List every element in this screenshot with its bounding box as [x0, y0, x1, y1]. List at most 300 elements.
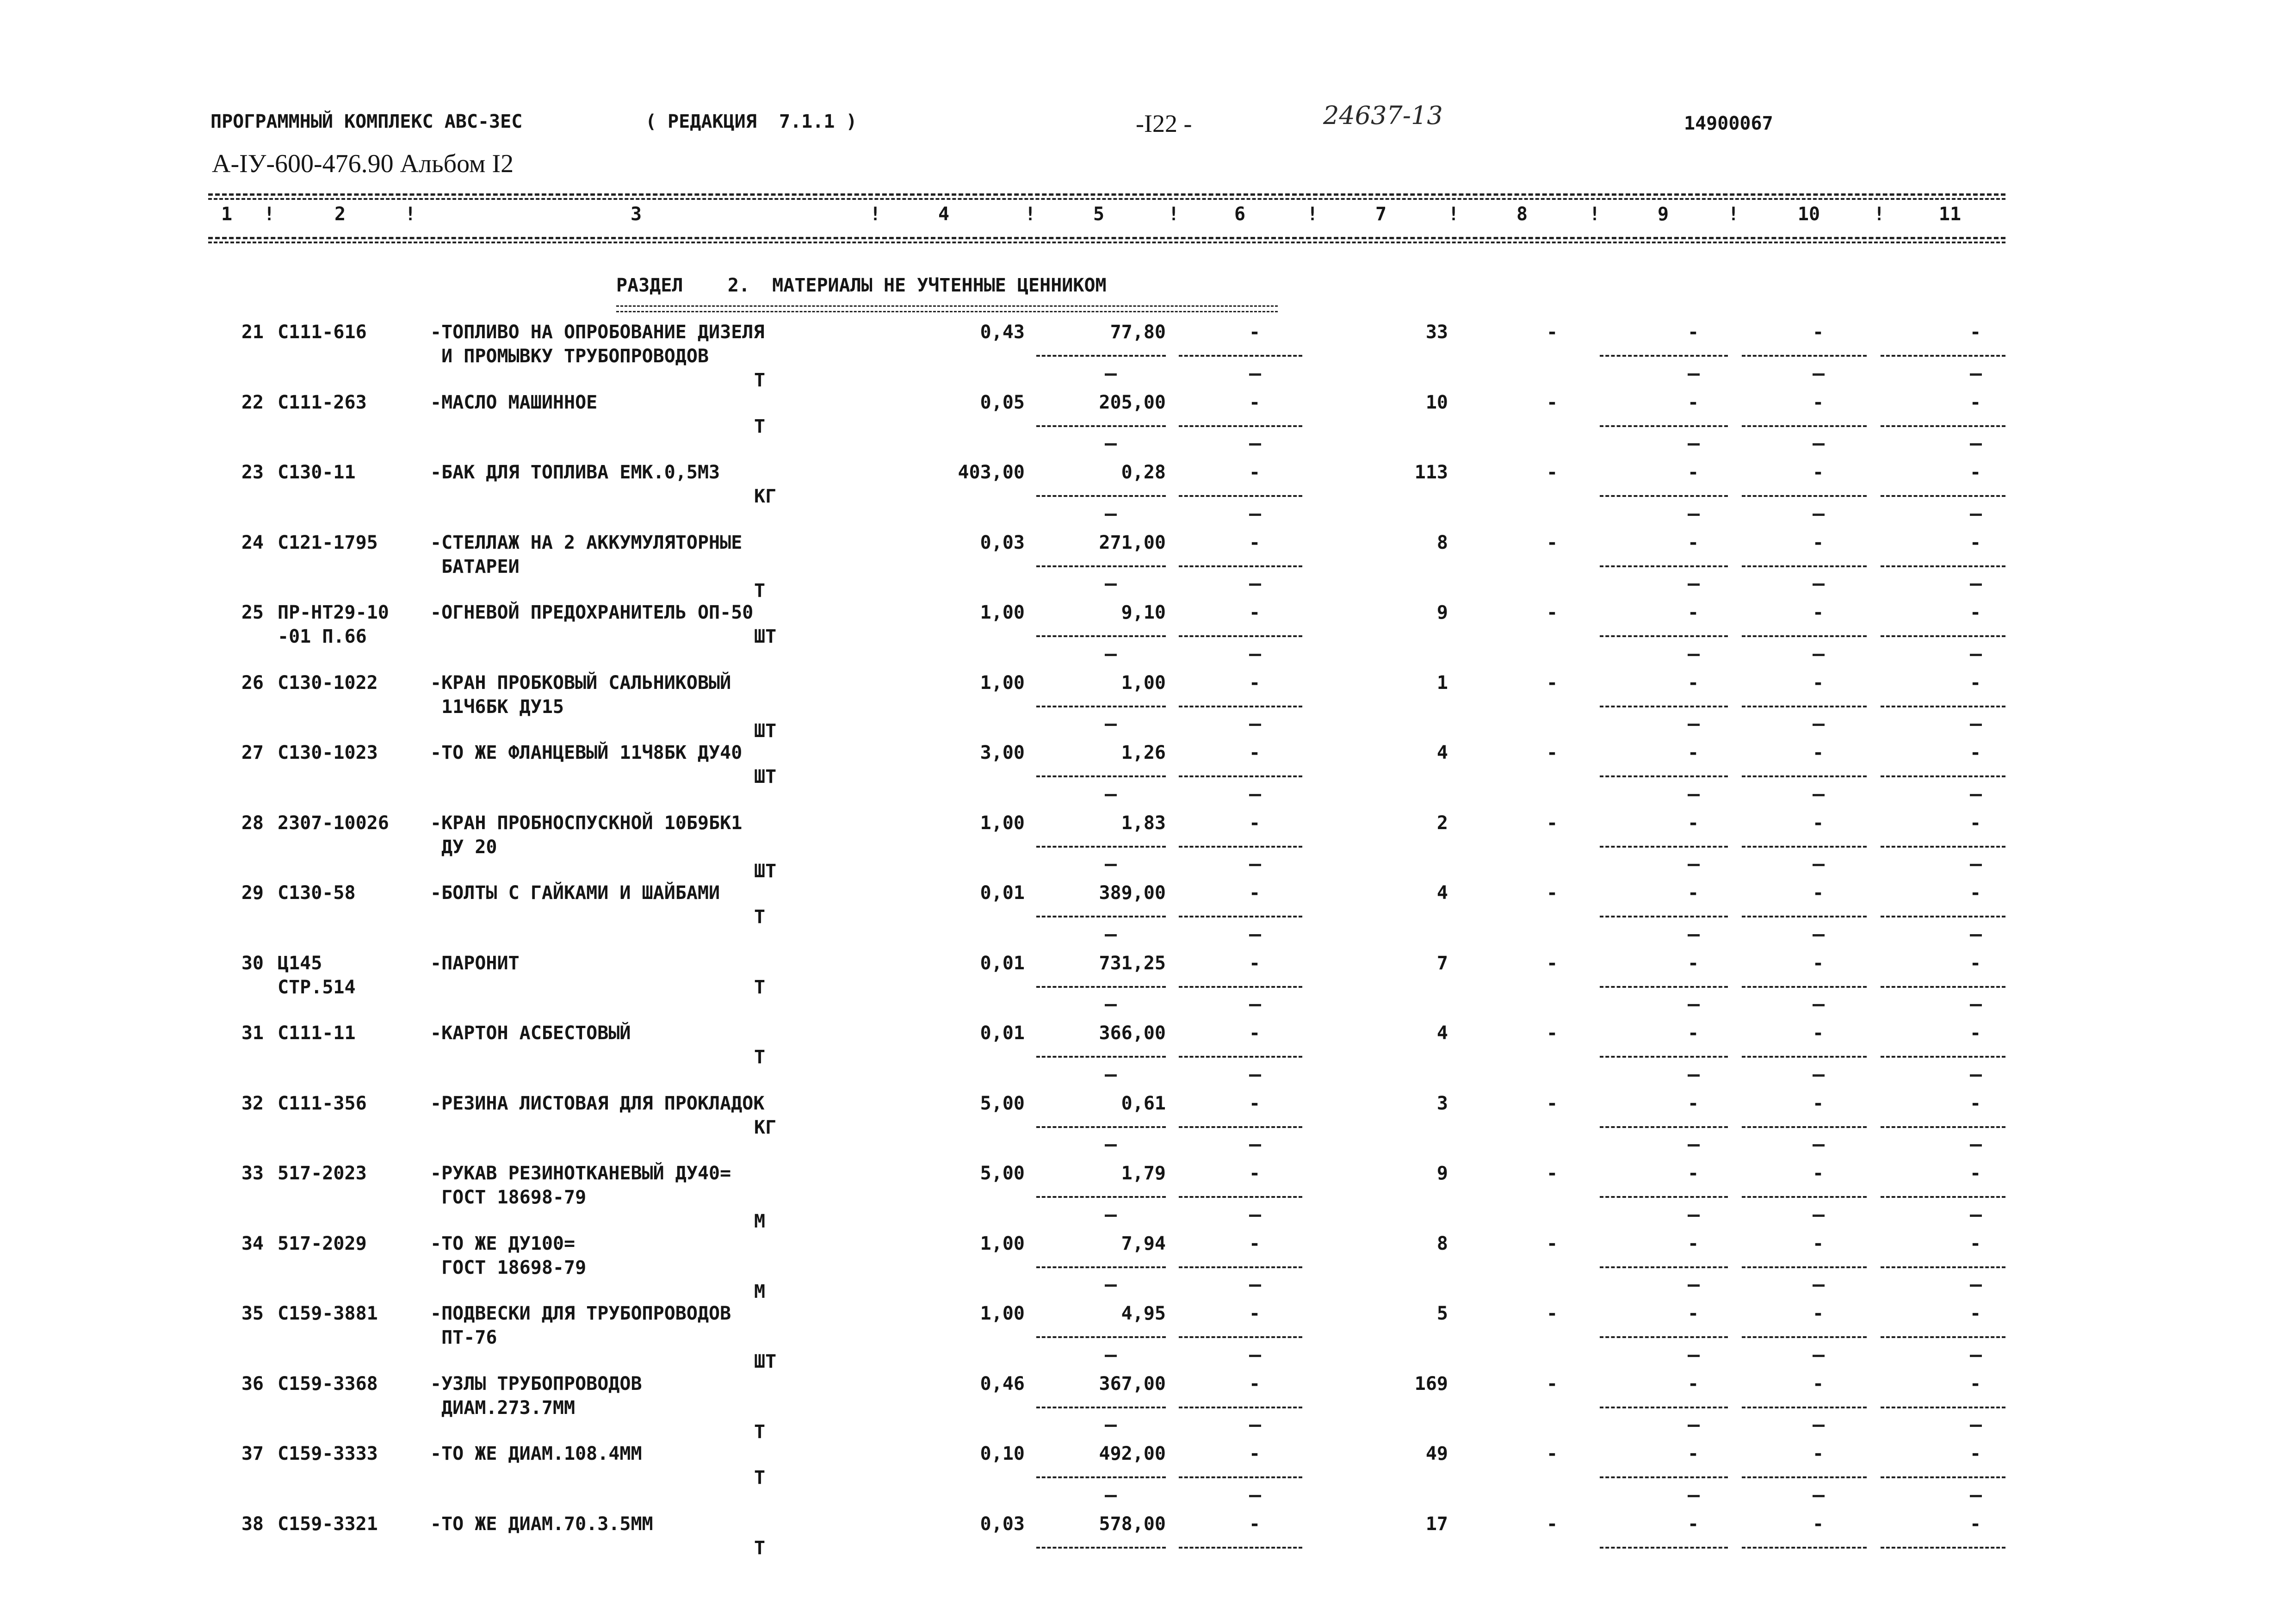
row-underline — [1600, 635, 1728, 637]
row-dash-mark: - — [1249, 672, 1261, 694]
row-sub-dash — [1249, 934, 1261, 936]
row-number: 25 — [241, 602, 264, 623]
row-code: СТР.514 — [278, 976, 356, 998]
row-underline — [1742, 706, 1867, 707]
row-code: С130-1023 — [278, 742, 378, 763]
row-sub-dash — [1970, 443, 1982, 446]
row-sub-dash — [1813, 583, 1825, 586]
row-sub-dash — [1249, 1144, 1261, 1147]
row-number: 34 — [241, 1233, 264, 1254]
row-underline — [1881, 916, 2005, 917]
row-dash-mark: - — [1249, 322, 1261, 343]
row-unit: М — [754, 1211, 766, 1232]
row-sub-dash — [1813, 1144, 1825, 1147]
row-col7: 169 — [1414, 1373, 1448, 1395]
row-unit: ШТ — [754, 766, 777, 787]
row-name: -БАК ДЛЯ ТОПЛИВА ЕМК.0,5М3 — [430, 462, 720, 483]
column-header-11: 11 — [1938, 204, 1962, 225]
row-dash-mark: - — [1547, 1443, 1558, 1464]
row-dash-mark: - — [1249, 1513, 1261, 1535]
row-underline — [1179, 775, 1302, 777]
row-dash-mark: - — [1249, 742, 1261, 763]
row-dash-mark: - — [1813, 1303, 1824, 1324]
row-col7: 8 — [1436, 1233, 1448, 1254]
row-name: ГОСТ 18698-79 — [430, 1187, 587, 1208]
row-underline — [1036, 706, 1166, 707]
row-col7: 4 — [1436, 882, 1448, 904]
column-separator: ! — [870, 204, 881, 225]
row-sub-dash — [1105, 373, 1117, 376]
column-separator: ! — [1589, 204, 1601, 225]
row-name: -ТОПЛИВО НА ОПРОБОВАНИЕ ДИЗЕЛЯ — [430, 322, 765, 343]
row-quantity: 0,01 — [980, 1023, 1025, 1044]
row-code: 2307-10026 — [278, 812, 389, 834]
row-sub-dash — [1105, 1144, 1117, 1147]
row-underline — [1742, 986, 1867, 988]
row-dash-mark: - — [1813, 1443, 1824, 1464]
row-code: -01 П.66 — [278, 626, 367, 647]
row-quantity: 0,01 — [980, 952, 1025, 974]
row-unit: ШТ — [754, 626, 777, 647]
row-underline — [1179, 1547, 1302, 1549]
row-sub-dash — [1688, 443, 1700, 446]
row-underline — [1036, 1196, 1166, 1198]
row-dash-mark: - — [1688, 1513, 1699, 1535]
row-sub-dash — [1688, 1284, 1700, 1287]
row-underline — [1036, 1407, 1166, 1408]
row-dash-mark: - — [1249, 532, 1261, 553]
row-name: -ТО ЖЕ ДУ100= — [430, 1233, 576, 1254]
row-underline — [1036, 1336, 1166, 1338]
row-sub-dash — [1970, 934, 1982, 936]
row-code: С159-3321 — [278, 1513, 378, 1535]
row-sub-dash — [1249, 1004, 1261, 1006]
row-code: 517-2023 — [278, 1163, 367, 1184]
doc-number: 14900067 — [1684, 113, 1773, 134]
page-number: -I22 - — [1136, 110, 1192, 137]
row-col7: 1 — [1436, 672, 1448, 694]
row-sub-dash — [1688, 1495, 1700, 1497]
column-separator: ! — [1728, 204, 1739, 225]
row-name: -ТО ЖЕ ФЛАНЦЕВЫЙ 11Ч8БК ДУ40 — [430, 742, 743, 763]
row-dash-mark: - — [1813, 391, 1824, 413]
row-unit-price: 578,00 — [1099, 1513, 1166, 1535]
row-unit: Т — [754, 1537, 766, 1559]
row-sub-dash — [1813, 1284, 1825, 1287]
row-underline — [1179, 706, 1302, 707]
row-underline — [1036, 1266, 1166, 1268]
row-underline — [1036, 775, 1166, 777]
row-name: -РУКАВ РЕЗИНОТКАНЕВЫЙ ДУ40= — [430, 1163, 731, 1184]
row-dash-mark: - — [1547, 462, 1558, 483]
row-unit: Т — [754, 906, 766, 928]
row-underline — [1742, 495, 1867, 497]
row-underline — [1742, 635, 1867, 637]
row-underline — [1742, 425, 1867, 427]
row-dash-mark: - — [1970, 742, 1981, 763]
row-number: 24 — [241, 532, 264, 553]
row-underline — [1881, 986, 2005, 988]
row-sub-dash — [1105, 1355, 1117, 1357]
row-sub-dash — [1970, 583, 1982, 586]
row-dash-mark: - — [1688, 742, 1699, 763]
row-underline — [1036, 495, 1166, 497]
row-unit: ШТ — [754, 720, 777, 742]
row-sub-dash — [1105, 514, 1117, 516]
row-unit: М — [754, 1281, 766, 1302]
row-quantity: 1,00 — [980, 1303, 1025, 1324]
row-name: ПТ-76 — [430, 1327, 497, 1348]
row-dash-mark: - — [1813, 672, 1824, 694]
row-underline — [1881, 425, 2005, 427]
row-name: -ТО ЖЕ ДИАМ.70.3.5ММ — [430, 1513, 653, 1535]
row-dash-mark: - — [1813, 1513, 1824, 1535]
row-dash-mark: - — [1547, 1513, 1558, 1535]
row-dash-mark: - — [1813, 1023, 1824, 1044]
row-sub-dash — [1970, 1425, 1982, 1427]
row-code: С111-263 — [278, 391, 367, 413]
row-dash-mark: - — [1970, 1023, 1981, 1044]
row-dash-mark: - — [1813, 1092, 1824, 1114]
row-dash-mark: - — [1970, 1233, 1981, 1254]
row-dash-mark: - — [1688, 322, 1699, 343]
row-sub-dash — [1688, 724, 1700, 726]
row-dash-mark: - — [1547, 602, 1558, 623]
row-code: ПР-НТ29-10 — [278, 602, 389, 623]
row-number: 36 — [241, 1373, 264, 1395]
row-dash-mark: - — [1547, 1092, 1558, 1114]
row-underline — [1179, 986, 1302, 988]
row-sub-dash — [1105, 1074, 1117, 1077]
column-separator: ! — [1025, 204, 1036, 225]
column-separator: ! — [405, 204, 416, 225]
row-unit-price: 1,79 — [1121, 1163, 1166, 1184]
row-sub-dash — [1970, 1215, 1982, 1217]
row-sub-dash — [1105, 934, 1117, 936]
row-underline — [1179, 425, 1302, 427]
row-sub-dash — [1970, 654, 1982, 656]
column-header-9: 9 — [1657, 204, 1669, 225]
row-unit-price: 731,25 — [1099, 952, 1166, 974]
column-separator: ! — [1307, 204, 1318, 225]
row-dash-mark: - — [1970, 812, 1981, 834]
album-label: А-IУ-600-476.90 Альбом I2 — [212, 149, 514, 178]
row-col7: 4 — [1436, 1023, 1448, 1044]
row-sub-dash — [1105, 724, 1117, 726]
row-underline — [1036, 986, 1166, 988]
row-underline — [1179, 495, 1302, 497]
row-unit-price: 389,00 — [1099, 882, 1166, 904]
row-sub-dash — [1249, 1215, 1261, 1217]
row-sub-dash — [1105, 1425, 1117, 1427]
row-dash-mark: - — [1249, 1163, 1261, 1184]
row-sub-dash — [1688, 934, 1700, 936]
row-number: 35 — [241, 1303, 264, 1324]
row-dash-mark: - — [1547, 882, 1558, 904]
row-code: С159-3368 — [278, 1373, 378, 1395]
row-underline — [1179, 355, 1302, 357]
row-underline — [1600, 1336, 1728, 1338]
row-underline — [1881, 1336, 2005, 1338]
row-unit-price: 7,94 — [1121, 1233, 1166, 1254]
row-sub-dash — [1105, 794, 1117, 796]
row-name: И ПРОМЫВКУ ТРУБОПРОВОДОВ — [430, 346, 709, 367]
row-dash-mark: - — [1688, 882, 1699, 904]
row-dash-mark: - — [1688, 812, 1699, 834]
row-dash-mark: - — [1813, 882, 1824, 904]
row-code: С130-1022 — [278, 672, 378, 694]
row-sub-dash — [1249, 654, 1261, 656]
row-underline — [1036, 916, 1166, 917]
row-unit: Т — [754, 1467, 766, 1488]
row-underline — [1881, 635, 2005, 637]
row-unit: Т — [754, 370, 766, 391]
row-dash-mark: - — [1249, 391, 1261, 413]
row-dash-mark: - — [1249, 882, 1261, 904]
row-quantity: 0,05 — [980, 391, 1025, 413]
row-underline — [1881, 1126, 2005, 1128]
row-dash-mark: - — [1249, 602, 1261, 623]
row-quantity: 1,00 — [980, 1233, 1025, 1254]
row-unit: Т — [754, 976, 766, 998]
row-dash-mark: - — [1970, 462, 1981, 483]
row-sub-dash — [1249, 724, 1261, 726]
row-sub-dash — [1249, 443, 1261, 446]
row-sub-dash — [1813, 1355, 1825, 1357]
row-sub-dash — [1970, 864, 1982, 866]
row-quantity: 5,00 — [980, 1092, 1025, 1114]
row-dash-mark: - — [1970, 602, 1981, 623]
row-number: 23 — [241, 462, 264, 483]
row-unit-price: 271,00 — [1099, 532, 1166, 553]
row-sub-dash — [1105, 1284, 1117, 1287]
row-sub-dash — [1970, 373, 1982, 376]
row-col7: 113 — [1414, 462, 1448, 483]
row-dash-mark: - — [1970, 391, 1981, 413]
row-unit-price: 366,00 — [1099, 1023, 1166, 1044]
row-sub-dash — [1970, 1074, 1982, 1077]
row-underline — [1742, 1336, 1867, 1338]
header-rule-bottom-2 — [208, 242, 2005, 243]
row-name: ДУ 20 — [430, 836, 497, 858]
column-header-3: 3 — [630, 204, 642, 225]
row-underline — [1742, 1266, 1867, 1268]
row-name: -МАСЛО МАШИННОЕ — [430, 391, 598, 413]
row-sub-dash — [1249, 864, 1261, 866]
row-code: С159-3333 — [278, 1443, 378, 1464]
row-underline — [1742, 1196, 1867, 1198]
row-sub-dash — [1813, 794, 1825, 796]
row-dash-mark: - — [1688, 391, 1699, 413]
row-name: -КРАН ПРОБНОСПУСКНОЙ 10Б9БК1 — [430, 812, 743, 834]
column-header-2: 2 — [334, 204, 346, 225]
row-col7: 7 — [1436, 952, 1448, 974]
row-underline — [1600, 706, 1728, 707]
row-number: 37 — [241, 1443, 264, 1464]
row-dash-mark: - — [1813, 532, 1824, 553]
row-quantity: 403,00 — [958, 462, 1025, 483]
row-number: 26 — [241, 672, 264, 694]
row-underline — [1600, 775, 1728, 777]
row-dash-mark: - — [1813, 812, 1824, 834]
row-dash-mark: - — [1970, 1303, 1981, 1324]
row-underline — [1600, 1547, 1728, 1549]
row-dash-mark: - — [1970, 882, 1981, 904]
row-dash-mark: - — [1249, 1092, 1261, 1114]
row-col7: 49 — [1425, 1443, 1448, 1464]
header-rule-bottom — [208, 237, 2005, 239]
row-sub-dash — [1970, 1284, 1982, 1287]
row-name: -РЕЗИНА ЛИСТОВАЯ ДЛЯ ПРОКЛАДОК — [430, 1092, 765, 1114]
row-dash-mark: - — [1813, 1373, 1824, 1395]
row-unit: Т — [754, 415, 766, 437]
row-code: С130-11 — [278, 462, 356, 483]
row-underline — [1600, 1196, 1728, 1198]
row-sub-dash — [1813, 1215, 1825, 1217]
row-underline — [1600, 1407, 1728, 1408]
row-col7: 8 — [1436, 532, 1448, 553]
row-dash-mark: - — [1813, 952, 1824, 974]
row-underline — [1742, 1056, 1867, 1058]
row-sub-dash — [1970, 514, 1982, 516]
row-quantity: 1,00 — [980, 812, 1025, 834]
row-name: -ПОДВЕСКИ ДЛЯ ТРУБОПРОВОДОВ — [430, 1303, 731, 1324]
column-separator: ! — [1168, 204, 1180, 225]
row-sub-dash — [1688, 1425, 1700, 1427]
row-dash-mark: - — [1688, 462, 1699, 483]
row-number: 33 — [241, 1163, 264, 1184]
row-quantity: 3,00 — [980, 742, 1025, 763]
column-header-1: 1 — [221, 204, 233, 225]
row-underline — [1742, 1476, 1867, 1478]
section-title: РАЗДЕЛ 2. МАТЕРИАЛЫ НЕ УЧТЕННЫЕ ЦЕННИКОМ — [616, 275, 1107, 296]
row-dash-mark: - — [1249, 812, 1261, 834]
column-header-4: 4 — [938, 204, 950, 225]
row-dash-mark: - — [1688, 672, 1699, 694]
row-number: 21 — [241, 322, 264, 343]
row-name: -ОГНЕВОЙ ПРЕДОХРАНИТЕЛЬ ОП-50 — [430, 602, 754, 623]
row-sub-dash — [1249, 794, 1261, 796]
row-quantity: 1,00 — [980, 672, 1025, 694]
row-sub-dash — [1105, 654, 1117, 656]
row-sub-dash — [1688, 1144, 1700, 1147]
row-dash-mark: - — [1249, 1443, 1261, 1464]
row-dash-mark: - — [1547, 812, 1558, 834]
row-dash-mark: - — [1970, 532, 1981, 553]
row-dash-mark: - — [1970, 322, 1981, 343]
row-underline — [1036, 846, 1166, 848]
row-dash-mark: - — [1813, 1163, 1824, 1184]
row-col7: 4 — [1436, 742, 1448, 763]
column-header-5: 5 — [1093, 204, 1105, 225]
row-col7: 10 — [1425, 391, 1448, 413]
edition-label: ( РЕДАКЦИЯ 7.1.1 ) — [645, 111, 857, 132]
row-underline — [1742, 1547, 1867, 1549]
row-underline — [1600, 986, 1728, 988]
row-underline — [1179, 1407, 1302, 1408]
column-header-6: 6 — [1234, 204, 1246, 225]
row-underline — [1179, 1126, 1302, 1128]
row-underline — [1600, 1126, 1728, 1128]
row-dash-mark: - — [1688, 1373, 1699, 1395]
row-sub-dash — [1249, 373, 1261, 376]
row-sub-dash — [1105, 583, 1117, 586]
row-dash-mark: - — [1970, 1092, 1981, 1114]
row-dash-mark: - — [1547, 391, 1558, 413]
row-dash-mark: - — [1688, 1443, 1699, 1464]
program-title: ПРОГРАММНЫЙ КОМПЛЕКС АВС-3ЕС — [210, 111, 523, 132]
row-code: С159-3881 — [278, 1303, 378, 1324]
row-underline — [1036, 1056, 1166, 1058]
column-separator: ! — [1874, 204, 1885, 225]
row-underline — [1881, 846, 2005, 848]
row-number: 38 — [241, 1513, 264, 1535]
row-underline — [1881, 495, 2005, 497]
row-number: 32 — [241, 1092, 264, 1114]
column-separator: ! — [1448, 204, 1460, 225]
column-separator: ! — [264, 204, 275, 225]
row-sub-dash — [1813, 654, 1825, 656]
row-name: ГОСТ 18698-79 — [430, 1257, 587, 1278]
column-header-10: 10 — [1797, 204, 1820, 225]
row-col7: 17 — [1425, 1513, 1448, 1535]
row-sub-dash — [1249, 514, 1261, 516]
row-underline — [1600, 495, 1728, 497]
row-sub-dash — [1688, 654, 1700, 656]
row-quantity: 0,01 — [980, 882, 1025, 904]
row-dash-mark: - — [1547, 742, 1558, 763]
row-sub-dash — [1813, 373, 1825, 376]
row-dash-mark: - — [1547, 532, 1558, 553]
row-dash-mark: - — [1813, 742, 1824, 763]
row-underline — [1179, 1266, 1302, 1268]
row-sub-dash — [1813, 724, 1825, 726]
row-code: С111-356 — [278, 1092, 367, 1114]
row-underline — [1179, 1056, 1302, 1058]
row-sub-dash — [1688, 794, 1700, 796]
row-sub-dash — [1249, 1284, 1261, 1287]
row-unit-price: 0,61 — [1121, 1092, 1166, 1114]
row-name: ДИАМ.273.7ММ — [430, 1397, 576, 1419]
row-underline — [1881, 1196, 2005, 1198]
row-number: 22 — [241, 391, 264, 413]
row-sub-dash — [1105, 1495, 1117, 1497]
row-underline — [1600, 1056, 1728, 1058]
row-col7: 2 — [1436, 812, 1448, 834]
row-sub-dash — [1970, 724, 1982, 726]
row-name: -БОЛТЫ С ГАЙКАМИ И ШАЙБАМИ — [430, 882, 720, 904]
row-col7: 9 — [1436, 602, 1448, 623]
row-quantity: 0,43 — [980, 322, 1025, 343]
row-dash-mark: - — [1688, 1233, 1699, 1254]
row-underline — [1036, 1476, 1166, 1478]
row-underline — [1881, 355, 2005, 357]
row-dash-mark: - — [1970, 1163, 1981, 1184]
row-number: 29 — [241, 882, 264, 904]
row-sub-dash — [1688, 1215, 1700, 1217]
row-underline — [1179, 565, 1302, 567]
row-sub-dash — [1105, 1215, 1117, 1217]
row-quantity: 0,46 — [980, 1373, 1025, 1395]
row-dash-mark: - — [1547, 322, 1558, 343]
row-underline — [1600, 425, 1728, 427]
row-underline — [1179, 916, 1302, 917]
row-col7: 5 — [1436, 1303, 1448, 1324]
section-underline-2 — [616, 311, 1278, 312]
row-sub-dash — [1688, 1355, 1700, 1357]
row-dash-mark: - — [1249, 1023, 1261, 1044]
row-unit: КГ — [754, 1116, 777, 1138]
